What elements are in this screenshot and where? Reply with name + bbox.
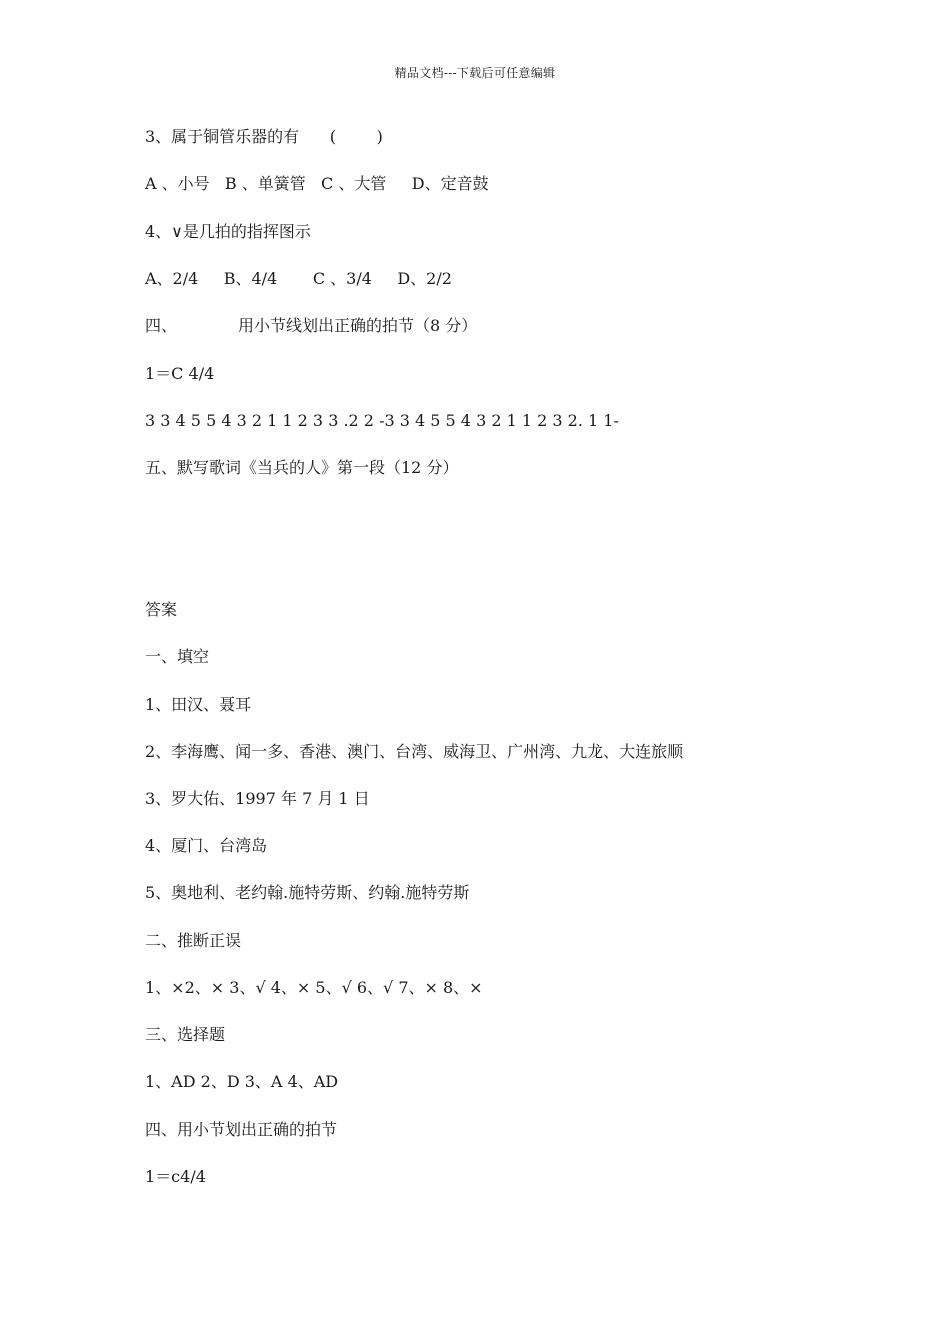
answer-4-key-signature: 1＝c4/4 — [145, 1167, 206, 1186]
answer-section-2-heading: 二、推断正误 — [145, 931, 242, 950]
answer-section-4-heading: 四、用小节划出正确的拍节 — [145, 1120, 338, 1139]
question-4-options: A、2/4 B、4/4 C 、3/4 D、2/2 — [145, 269, 452, 288]
answer-section-3-heading: 三、选择题 — [145, 1025, 226, 1044]
answer-1-4: 4、厦门、台湾岛 — [145, 836, 268, 855]
answer-1-5: 5、奥地利、老约翰.施特劳斯、约翰.施特劳斯 — [145, 883, 470, 902]
section-5-heading: 五、默写歌词《当兵的人》第一段（12 分） — [145, 458, 459, 477]
answer-1-2: 2、李海鹰、闻一多、香港、澳门、台湾、威海卫、广州湾、九龙、大连旅顺 — [145, 742, 684, 761]
key-signature: 1＝C 4/4 — [145, 364, 215, 383]
question-3-options: A 、小号 B 、单簧管 C 、大管 D、定音鼓 — [145, 174, 489, 193]
question-4: 4、∨是几拍的指挥图示 — [145, 222, 311, 241]
answer-1-1: 1、田汉、聂耳 — [145, 695, 252, 714]
section-4-heading: 四、 用小节线划出正确的拍节（8 分） — [145, 316, 478, 335]
answers-heading: 答案 — [145, 600, 178, 619]
answer-section-1-heading: 一、填空 — [145, 647, 210, 666]
answer-1-3: 3、罗大佑、1997 年 7 月 1 日 — [145, 789, 370, 808]
answer-3: 1、AD 2、D 3、A 4、AD — [145, 1072, 339, 1091]
page-header: 精品文档---下载后可任意编辑 — [394, 66, 556, 80]
question-3: 3、属于铜管乐器的有 ( ) — [145, 127, 383, 146]
answer-2: 1、×2、× 3、√ 4、× 5、√ 6、√ 7、× 8、× — [145, 978, 483, 997]
melody-notation: 3 3 4 5 5 4 3 2 1 1 2 3 3 .2 2 -3 3 4 5 5 4 3 2 1 1 2 3 2. 1 1- — [145, 411, 619, 430]
